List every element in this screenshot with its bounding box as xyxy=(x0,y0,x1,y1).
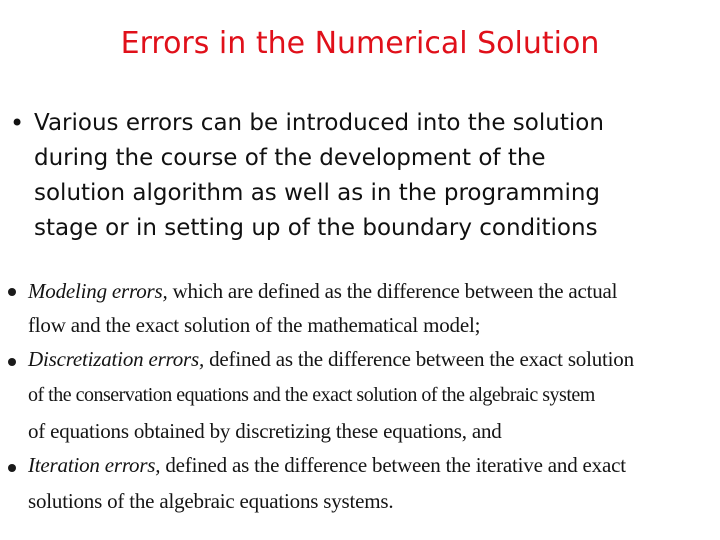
intro-line: solution algorithm as well as in the programming xyxy=(34,180,601,206)
bullet-dot-icon xyxy=(8,288,16,296)
error-definition: defined as the difference between the exact solution xyxy=(204,347,634,371)
error-item-iteration-line2: solutions of the algebraic equations systems. xyxy=(28,489,394,513)
intro-line: Various errors can be introduced into the solution xyxy=(34,110,604,136)
bullet-dot-icon xyxy=(8,464,16,472)
intro-bullet-text xyxy=(34,106,710,246)
error-item-iteration-line1 xyxy=(28,452,626,478)
intro-line: during the course of the development of the xyxy=(34,145,546,171)
scanned-excerpt xyxy=(0,268,720,528)
error-definition: which are defined as the difference between the actual xyxy=(167,279,618,303)
slide-title: Errors in the Numerical Solution xyxy=(120,26,600,61)
bullet-dot-icon xyxy=(8,358,16,366)
error-item-modeling-line1 xyxy=(28,278,617,304)
error-item-discretization-line1 xyxy=(28,346,634,372)
intro-line: stage or in setting up of the boundary conditions xyxy=(34,215,598,241)
error-item-discretization-line3: of equations obtained by discretizing these equations, and xyxy=(28,419,502,443)
bullet-dot-icon: • xyxy=(10,109,25,137)
error-term: Iteration errors, xyxy=(28,453,161,477)
error-term: Discretization errors, xyxy=(28,347,205,371)
error-definition: defined as the difference between the iterative and exact xyxy=(160,453,626,477)
error-item-modeling-line2: flow and the exact solution of the mathematical model; xyxy=(28,313,481,337)
error-item-discretization-line2: of the conservation equations and the exact solution of the algebraic system xyxy=(28,384,595,406)
error-term: Modeling errors, xyxy=(28,279,168,303)
